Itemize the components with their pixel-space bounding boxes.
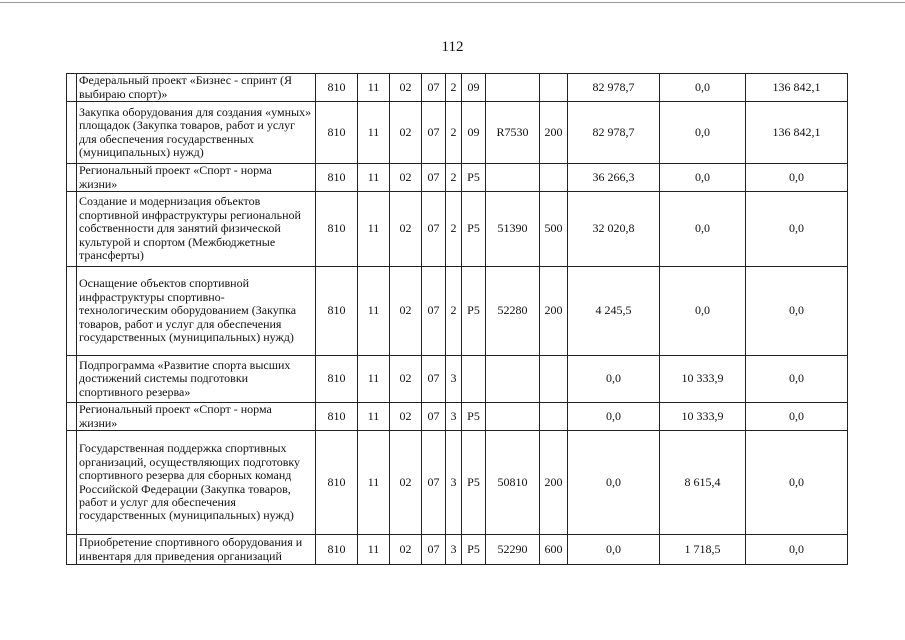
- year2-amount-cell: 8 615,4: [660, 431, 746, 535]
- year3-amount-cell: 0,0: [746, 192, 848, 267]
- year3-amount-cell: 0,0: [746, 356, 848, 403]
- subprogram-cell: 3: [446, 403, 462, 431]
- description-cell: Закупка оборудования для создания «умных» площадок (Закупка товаров, работ и услуг для обеспечения государственных (муниципальных) нужд): [77, 102, 316, 164]
- target-program-cell: 07: [422, 74, 446, 102]
- budget-table: [66, 73, 848, 565]
- subsection-cell: 02: [390, 192, 422, 267]
- year2-amount-cell: 10 333,9: [660, 403, 746, 431]
- year2-amount-cell: 0,0: [660, 74, 746, 102]
- subsection-cell: 02: [390, 267, 422, 356]
- year1-amount-cell: 0,0: [568, 431, 660, 535]
- grbs-cell: 810: [316, 356, 358, 403]
- subprogram-cell: 3: [446, 356, 462, 403]
- subprogram-cell: 2: [446, 267, 462, 356]
- section-cell: 11: [358, 164, 390, 192]
- year1-amount-cell: 82 978,7: [568, 74, 660, 102]
- subsection-cell: 02: [390, 403, 422, 431]
- page-number: 112: [441, 39, 464, 55]
- direction-cell: [486, 164, 540, 192]
- section-cell: 11: [358, 102, 390, 164]
- description-cell: Государственная поддержка спортивных организаций, осуществляющих подготовку спортивного резерва для сборных команд Российской Федерации (Закупка товаров, работ и услуг для обеспечения государственных (муниципальных) нужд): [77, 431, 316, 535]
- expense-type-cell: 500: [540, 192, 568, 267]
- subprogram-cell: 3: [446, 535, 462, 565]
- description-cell: Оснащение объектов спортивной инфраструктуры спортивно-технологическим оборудованием (Закупка товаров, работ и услуг для обеспечения государственных (муниципальных) нужд): [77, 267, 316, 356]
- row-margin-cell: [67, 192, 77, 267]
- table-row: [67, 356, 848, 403]
- subsection-cell: 02: [390, 102, 422, 164]
- grbs-cell: 810: [316, 164, 358, 192]
- table-row: [67, 192, 848, 267]
- project-cell: P5: [462, 267, 486, 356]
- grbs-cell: 810: [316, 192, 358, 267]
- subsection-cell: 02: [390, 164, 422, 192]
- direction-cell: 52280: [486, 267, 540, 356]
- subsection-cell: 02: [390, 431, 422, 535]
- project-cell: 09: [462, 74, 486, 102]
- expense-type-cell: [540, 356, 568, 403]
- subprogram-cell: 2: [446, 74, 462, 102]
- row-margin-cell: [67, 356, 77, 403]
- expense-type-cell: 200: [540, 102, 568, 164]
- scan-edge-line: [0, 2, 905, 3]
- project-cell: P5: [462, 535, 486, 565]
- project-cell: [462, 356, 486, 403]
- year2-amount-cell: 0,0: [660, 102, 746, 164]
- project-cell: 09: [462, 102, 486, 164]
- target-program-cell: 07: [422, 356, 446, 403]
- grbs-cell: 810: [316, 267, 358, 356]
- table-row: [67, 403, 848, 431]
- description-cell: Региональный проект «Спорт - норма жизни»: [77, 403, 316, 431]
- expense-type-cell: [540, 164, 568, 192]
- project-cell: P5: [462, 192, 486, 267]
- grbs-cell: 810: [316, 74, 358, 102]
- subprogram-cell: 3: [446, 431, 462, 535]
- grbs-cell: 810: [316, 535, 358, 565]
- grbs-cell: 810: [316, 403, 358, 431]
- expense-type-cell: 200: [540, 431, 568, 535]
- table-row: [67, 431, 848, 535]
- row-margin-cell: [67, 431, 77, 535]
- section-cell: 11: [358, 431, 390, 535]
- section-cell: 11: [358, 356, 390, 403]
- year1-amount-cell: 36 266,3: [568, 164, 660, 192]
- subprogram-cell: 2: [446, 192, 462, 267]
- target-program-cell: 07: [422, 431, 446, 535]
- year2-amount-cell: 1 718,5: [660, 535, 746, 565]
- target-program-cell: 07: [422, 164, 446, 192]
- target-program-cell: 07: [422, 192, 446, 267]
- subsection-cell: 02: [390, 74, 422, 102]
- year1-amount-cell: 0,0: [568, 403, 660, 431]
- subsection-cell: 02: [390, 535, 422, 565]
- row-margin-cell: [67, 74, 77, 102]
- direction-cell: [486, 356, 540, 403]
- expense-type-cell: 600: [540, 535, 568, 565]
- year3-amount-cell: 0,0: [746, 267, 848, 356]
- description-cell: Приобретение спортивного оборудования и инвентаря для приведения организаций: [77, 535, 316, 565]
- row-margin-cell: [67, 267, 77, 356]
- section-cell: 11: [358, 192, 390, 267]
- description-cell: Создание и модернизация объектов спортивной инфраструктуры региональной собственности для занятий физической культурой и спортом (Межбюджетные трансферты): [77, 192, 316, 267]
- row-margin-cell: [67, 164, 77, 192]
- year1-amount-cell: 4 245,5: [568, 267, 660, 356]
- project-cell: P5: [462, 164, 486, 192]
- year2-amount-cell: 0,0: [660, 192, 746, 267]
- section-cell: 11: [358, 267, 390, 356]
- expense-type-cell: [540, 74, 568, 102]
- project-cell: P5: [462, 431, 486, 535]
- direction-cell: [486, 403, 540, 431]
- row-margin-cell: [67, 403, 77, 431]
- direction-cell: 51390: [486, 192, 540, 267]
- row-margin-cell: [67, 102, 77, 164]
- subprogram-cell: 2: [446, 164, 462, 192]
- grbs-cell: 810: [316, 102, 358, 164]
- year3-amount-cell: 0,0: [746, 403, 848, 431]
- direction-cell: [486, 74, 540, 102]
- description-cell: Подпрограмма «Развитие спорта высших достижений системы подготовки спортивного резерва»: [77, 356, 316, 403]
- table-row: [67, 267, 848, 356]
- section-cell: 11: [358, 403, 390, 431]
- description-cell: Региональный проект «Спорт - норма жизни»: [77, 164, 316, 192]
- section-cell: 11: [358, 535, 390, 565]
- target-program-cell: 07: [422, 535, 446, 565]
- table-row: [67, 74, 848, 102]
- year2-amount-cell: 0,0: [660, 164, 746, 192]
- target-program-cell: 07: [422, 267, 446, 356]
- year1-amount-cell: 82 978,7: [568, 102, 660, 164]
- table-row: [67, 164, 848, 192]
- target-program-cell: 07: [422, 403, 446, 431]
- year3-amount-cell: 0,0: [746, 535, 848, 565]
- table-row: [67, 102, 848, 164]
- target-program-cell: 07: [422, 102, 446, 164]
- year1-amount-cell: 32 020,8: [568, 192, 660, 267]
- direction-cell: R7530: [486, 102, 540, 164]
- grbs-cell: 810: [316, 431, 358, 535]
- subprogram-cell: 2: [446, 102, 462, 164]
- project-cell: P5: [462, 403, 486, 431]
- table-row: [67, 535, 848, 565]
- year1-amount-cell: 0,0: [568, 356, 660, 403]
- year2-amount-cell: 10 333,9: [660, 356, 746, 403]
- direction-cell: 52290: [486, 535, 540, 565]
- year3-amount-cell: 136 842,1: [746, 74, 848, 102]
- section-cell: 11: [358, 74, 390, 102]
- expense-type-cell: 200: [540, 267, 568, 356]
- direction-cell: 50810: [486, 431, 540, 535]
- year3-amount-cell: 136 842,1: [746, 102, 848, 164]
- year3-amount-cell: 0,0: [746, 164, 848, 192]
- description-cell: Федеральный проект «Бизнес - спринт (Я выбираю спорт)»: [77, 74, 316, 102]
- expense-type-cell: [540, 403, 568, 431]
- subsection-cell: 02: [390, 356, 422, 403]
- row-margin-cell: [67, 535, 77, 565]
- year1-amount-cell: 0,0: [568, 535, 660, 565]
- year3-amount-cell: 0,0: [746, 431, 848, 535]
- year2-amount-cell: 0,0: [660, 267, 746, 356]
